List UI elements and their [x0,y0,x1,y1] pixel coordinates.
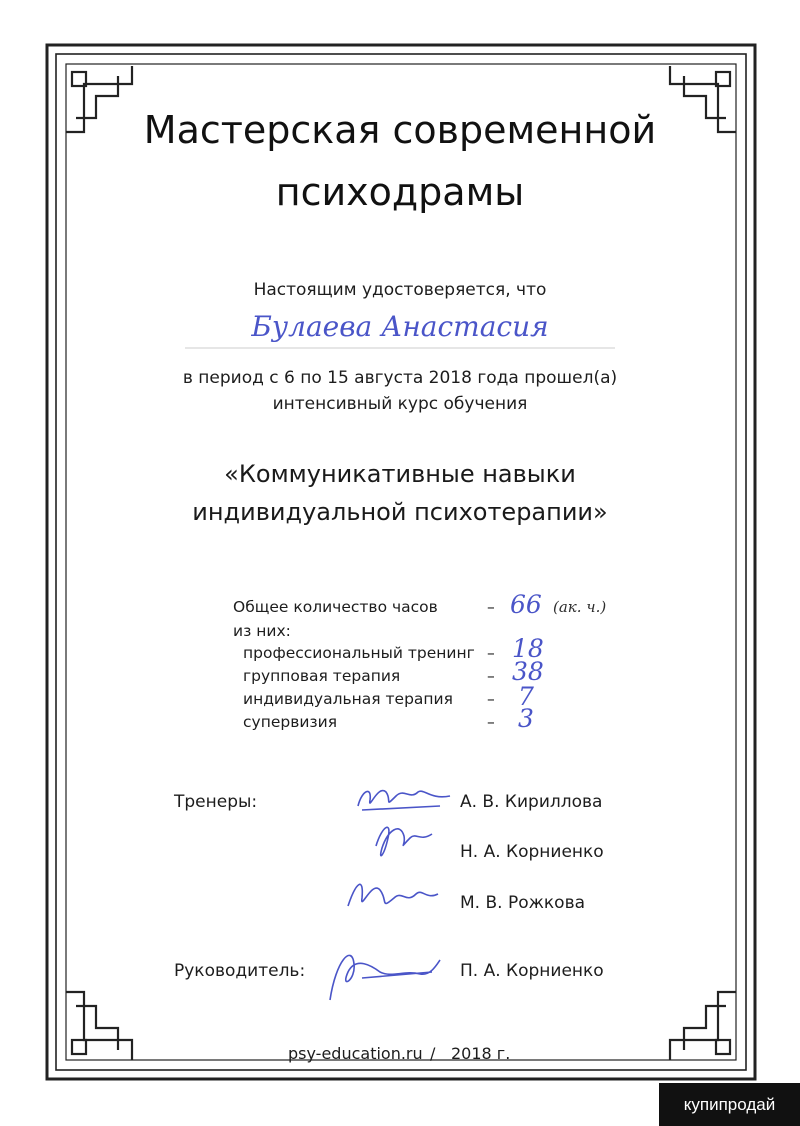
hours-item-value: 18 [512,634,544,663]
trainers-label: Тренеры: [174,792,258,812]
hours-item-label: групповая терапия [243,667,401,685]
corner-ornament-bottom-right [670,992,736,1060]
hours-item-value: 3 [518,704,534,733]
course-intro-text: интенсивный курс обучения [272,394,528,414]
hours-item-value: 7 [518,682,534,711]
footer-site: psy-education.ru [288,1044,423,1063]
hours-item-label: профессиональный тренинг [243,644,475,662]
signature-head [330,955,440,1000]
footer-separator: / [430,1044,436,1063]
signature-kornienko [376,827,432,855]
total-hours-value: 66 [510,590,542,619]
corner-ornament-bottom-left [66,992,132,1060]
hours-item-label: супервизия [243,713,338,731]
footer-year: 2018 г. [451,1044,511,1063]
organization-title-line2: психодрамы [275,170,525,214]
period-text: в период с 6 по 15 августа 2018 года прошел(а) [182,368,618,388]
recipient-name: Булаева Анастасия [251,310,549,343]
organization-title-line1: Мастерская современной [143,108,657,152]
hours-item-value: 38 [512,657,544,686]
intro-text: Настоящим удостоверяется, что [253,280,547,300]
hours-item-dash: – [487,667,495,685]
total-hours-label: Общее количество часов [233,598,438,616]
course-title-line2: индивидуальной психотерапии» [192,498,608,526]
hours-of-them-label: из них: [233,622,291,640]
signature-kirillova [358,791,450,810]
trainer-name: А. В. Кириллова [460,792,603,812]
hours-item-dash: – [487,713,495,731]
head-name: П. А. Корниенко [460,961,604,981]
hours-item-dash: – [487,690,495,708]
watermark-badge: купипродай [659,1083,800,1126]
signature-rozhkova [348,884,438,906]
trainer-name: М. В. Рожкова [460,893,586,913]
hours-item-dash: – [487,644,495,662]
total-hours-unit: (ак. ч.) [553,598,607,616]
total-hours-dash: – [487,598,495,616]
course-title-line1: «Коммуникативные навыки [224,460,576,488]
trainer-name: Н. А. Корниенко [460,842,604,862]
head-label: Руководитель: [174,961,306,981]
hours-item-label: индивидуальная терапия [243,690,453,708]
